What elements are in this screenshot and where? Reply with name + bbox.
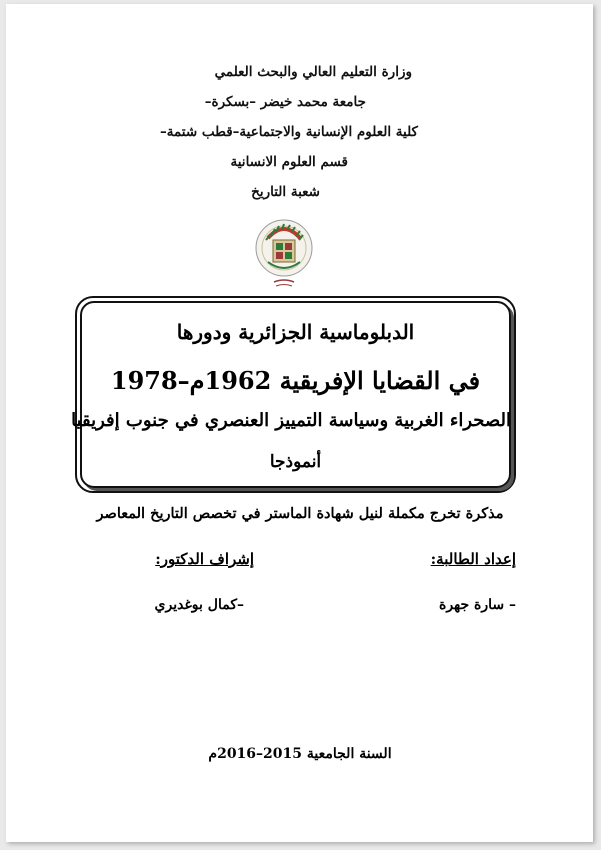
supervisor-name: –كمال بوغديري bbox=[154, 597, 244, 613]
thesis-title-line-2: في القضايا الإفريقية 1962م–1978 bbox=[110, 366, 481, 395]
university-seal-icon bbox=[254, 212, 314, 292]
thesis-title-line-4: أنموذجا bbox=[269, 452, 322, 472]
faculty-line: كلية العلوم الإنسانية والاجتماعية–قطب شتمة– bbox=[159, 124, 418, 140]
student-name: – سارة جهرة bbox=[438, 597, 516, 613]
thesis-subtitle: مذكرة تخرج مكملة لنيل شهادة الماستر في تخصص التاريخ المعاصر bbox=[96, 505, 504, 522]
supervisor-label: إشراف الدكتور: bbox=[155, 550, 254, 568]
thesis-title-line-1: الدبلوماسية الجزائرية ودورها bbox=[176, 320, 415, 344]
ministry-line: وزارة التعليم العالي والبحث العلمي bbox=[214, 64, 412, 80]
university-line: جامعة محمد خيضر –بسكرة– bbox=[204, 94, 366, 110]
academic-year: السنة الجامعية 2015–2016م bbox=[208, 746, 392, 762]
student-label: إعداد الطالبة: bbox=[430, 550, 516, 568]
department-line: قسم العلوم الانسانية bbox=[230, 154, 348, 170]
branch-line: شعبة التاريخ bbox=[251, 184, 320, 200]
thesis-title-line-3: الصحراء الغربية وسياسة التمييز العنصري في جنوب إفريقيا bbox=[71, 410, 511, 431]
